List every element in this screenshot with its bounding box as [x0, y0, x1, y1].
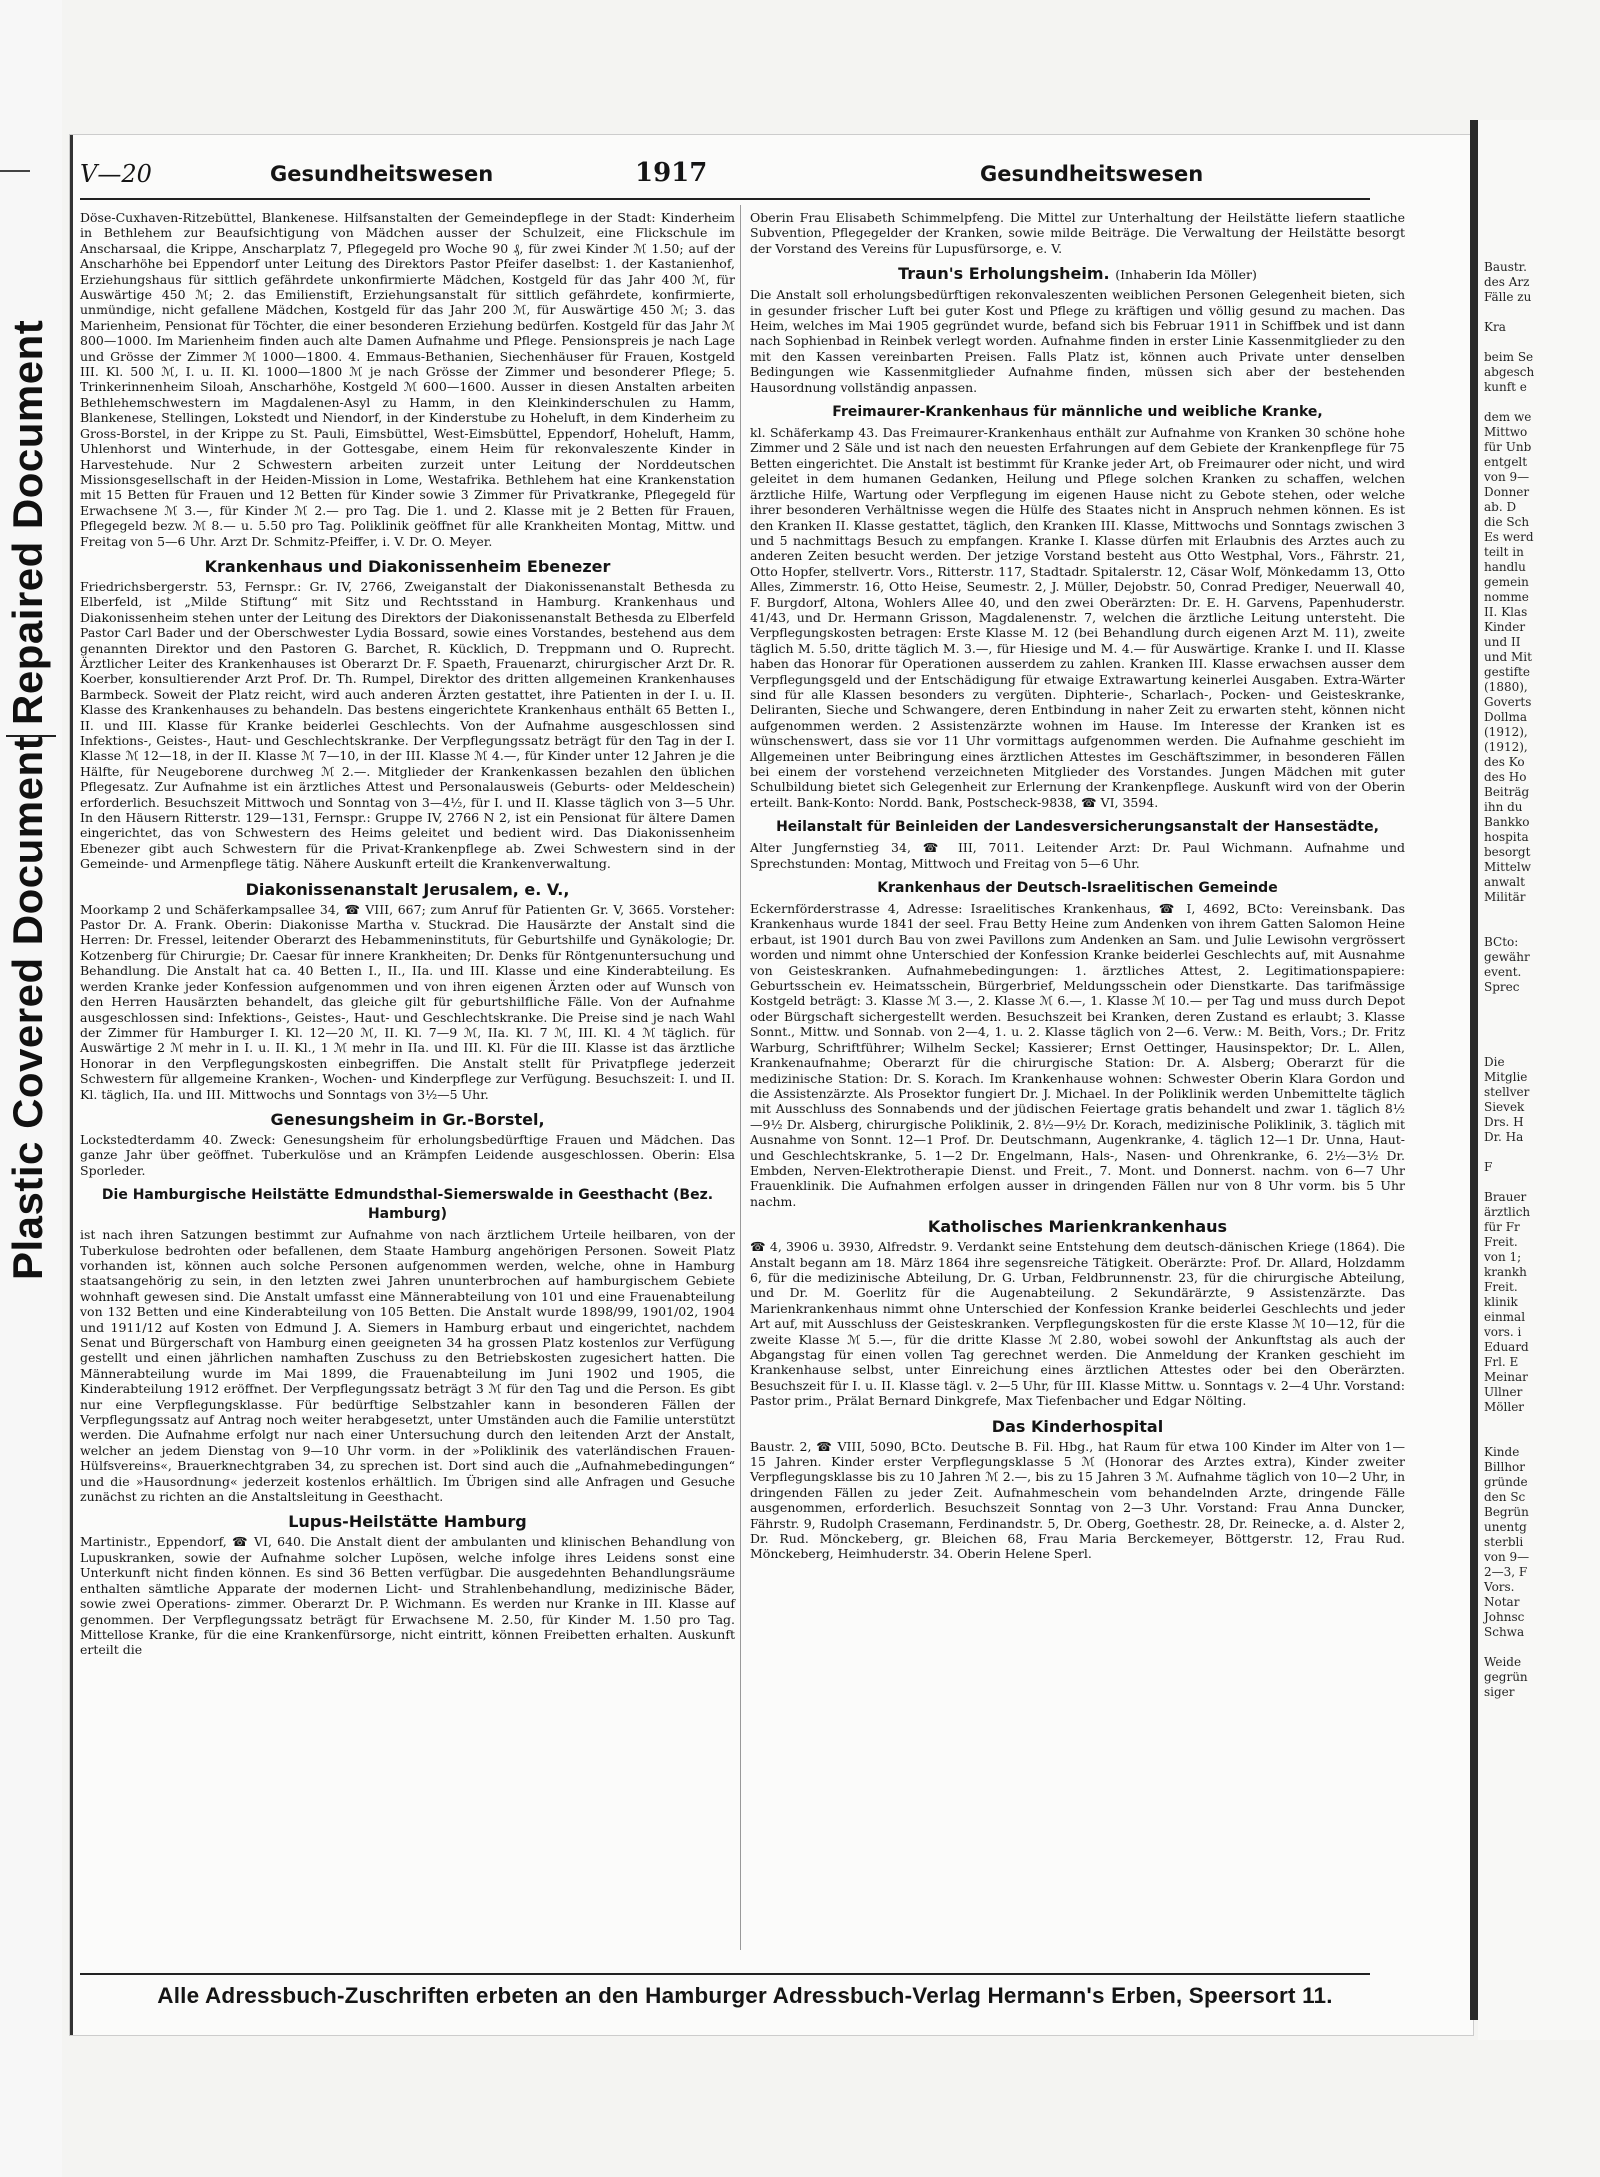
page-binding-shadow — [1470, 120, 1478, 2020]
entry-title — [750, 403, 1405, 422]
repaired-document-label: Repaired Document — [4, 319, 51, 725]
next-page-line: Beiträg — [1484, 785, 1530, 799]
next-page-line: anwalt — [1484, 875, 1525, 889]
entry-paragraph: Döse-Cuxhaven-Ritzebüttel, Blankenese. Hilfsanstalten der Gemeindepflege in der Stadt: Kinderheim in Bethlehem zur Beaufsichtigung von Mädchen ausser der Schulzeit, eine Flickschule im Anscharsaal, die Krippe, Anscharplatz 7, Pflegegeld pro Woche 90 ₰, für zwei Kinder ℳ 1.50; auf der Anscharhöhe bei Eppendorf unter Leitung des Direktors Pastor Pfeifer daselbst: 1. der Kastanienhof, Erziehungshaus für sittlich gefährdete unkonfirmierte Mädchen, Kostgeld für das Jahr 400 ℳ, für Auswärtige 450 ℳ; 2. das Emilienstift, Erziehungsanstalt für sittlich gefährdete, konfirmierte, unmündige, nicht gefallene Mädchen, Kostgeld für das Jahr 200 ℳ, für Auswärtige 450 ℳ; 3. das Marienheim, Pensionat für Töchter, die einer besonderen Erziehung bedürfen. Kostgeld für das Jahr ℳ 800—1000. Im Marienheim finden auch alte Damen Aufnahme und Pflege. Pensionspreis je nach Lage und Grösse der Zimmer ℳ 1000—1800. 4. Emmaus-Bethanien, Siechenhäuser für Frauen, Kostgeld III. Kl. 500 ℳ, I. u. II. Kl. 1000—1800 ℳ je nach Grösse der Zimmer und besonderer Pflege; 5. Trinkerinnenheim Siloah, Anscharhöhe, Kostgeld ℳ 600—1600. Ausser in diesen Anstalten arbeiten Bethlehemschwestern im Magdalenen-Asyl zu Hamm, in den Kleinkinderschulen zu Hamm, Blankenese, Stellingen, Lokstedt und Niendorf, in der Kinderstube zu Hoheluft, in dem Kinderheim zu Gross-Borstel, in der Krippe zu St. Pauli, Eimsbüttel, West-Eimsbüttel, Eppendorf, Hoheluft, Hamm, Uhlenhorst und Winterhude, in der Gottesgabe, einem Heim für rekonvaleszente Kinder in Harvestehude. Nur 2 Schwestern arbeiten zurzeit unter Leitung der Norddeutschen Missionsgesellschaft in der Heiden-Mission in Lome, Westafrika. Bethlehem hat eine Krankenstation mit 15 Betten für Frauen und 12 Betten für Kinder sowie 3 Zimmer für Privatkranke, Pflegegeld für Erwachsene ℳ 3.—, für Kinder ℳ 2.— pro Tag. Die 1. und 2. Klasse mit je 2 Betten für Frauen, Pflegegeld bezw. ℳ 8.— u. 5.50 pro Tag. Poliklinik geöffnet für alle Krankheiten Montag, Mittw. und Freitag von 5—6 Uhr. Arzt Dr. Schmitz-Pfeiffer, i. V. Dr. O. Meyer. — [80, 210, 735, 549]
next-page-line — [1484, 1415, 1600, 1430]
next-page-line: Freit. — [1484, 1280, 1518, 1294]
next-page-line: gewähr — [1484, 950, 1530, 964]
entry-title — [80, 1512, 735, 1531]
header-rule — [80, 198, 1370, 200]
next-page-line — [1484, 1640, 1600, 1655]
next-page-line: von 9— — [1484, 470, 1530, 484]
next-page-line: teilt in — [1484, 545, 1524, 559]
next-page-line — [1484, 1025, 1600, 1040]
footer-rule — [80, 1973, 1370, 1975]
next-page-line: Ullner — [1484, 1385, 1523, 1399]
next-page-line: BCto: — [1484, 935, 1519, 949]
next-page-line: des Arz — [1484, 275, 1530, 289]
entry-title-text: Genesungsheim in Gr.-Borstel, — [270, 1109, 545, 1129]
entry-paragraph: Lockstedterdamm 40. Zweck: Genesungsheim für erholungsbedürftige Frauen und Mädchen. Das ganze Jahr über geöffnet. Tuberkulöse und an Krämpfen Leidende ausgeschlossen. Oberin: Elsa Sporleder. — [80, 1131, 735, 1178]
entry — [750, 403, 1405, 810]
entry-title-text: Freimaurer-Krankenhaus für männliche und weibliche Kranke, — [832, 404, 1323, 421]
next-page-line: gemein — [1484, 575, 1529, 589]
footer-notice: Alle Adressbuch-Zuschriften erbeten an den Hamburger Adressbuch-Verlag Hermann's Erben, Speersort 11. — [157, 1983, 1333, 2008]
next-page-line — [1484, 335, 1600, 350]
column-separator — [740, 205, 741, 1950]
entry-paragraph: ist nach ihren Satzungen bestimmt zur Aufnahme von nach ärztlichem Urteile heilbaren, von der Tuberkulose bedrohten oder befallenen, dem Staate Hamburg angehörigen Personen. Soweit Platz vorhanden ist, können auch solche Personen aufgenommen werden, welche, ohne in Hamburg staatsangehörig zu sein, in den letzten zwei Jahren ununterbrochen auf hamburgischem Gebiete wohnhaft gewesen sind. Die Anstalt umfasst eine Männerabteilung von 101 und eine Frauenabteilung von 132 Betten und eine Kinderabteilung von 105 Betten. Die Anstalt wurde 1898/99, 1901/02, 1904 und 1911/12 auf Kosten von Edmund J. A. Siemers in Hamburg erbaut und eingerichtet, nachdem Senat und Bürgerschaft von Hamburg einen geeigneten 34 ha grossen Platz kostenlos zur Verfügung gestellt und einen jährlichen namhaften Zuschuss zu den Betriebskosten zugesichert hatten. Die Männerabteilung wurde im Mai 1899, die Frauenabteilung im Juni 1902 und 1905, die Kinderabteilung 1912 eröffnet. Der Verpflegungssatz beträgt 3 ℳ für den Tag und die Person. Es gibt nur eine Verpflegungsklasse. Für bedürftige Selbstzahler kann in besonderen Fällen der Verpflegungssatz auf Antrag noch weiter herabgesetzt, unter Umständen auch die Familie unterstützt werden. Die Aufnahme erfolgt nur nach einer Untersuchung durch den leitenden Arzt der Anstalt, welcher an jedem Dienstag von 9—10 Uhr vorm. in der »Poliklinik des vaterländischen Frauen-Hülfsvereins«, Brauerknechtgraben 34, zu sprechen ist. Dort sind auch die „Aufnahmebedingungen“ und die »Hausordnung« jederzeit kostenlos erhältlich. Im Übrigen sind alle Anfragen und Gesuche zunächst zu richten an die Anstaltsleitung in Geesthacht. — [80, 1227, 735, 1505]
entry-title — [80, 557, 735, 576]
next-page-line: handlu — [1484, 560, 1526, 574]
entry-title-text: Katholisches Marienkrankenhaus — [927, 1217, 1228, 1237]
next-page-line: Eduard — [1484, 1340, 1529, 1354]
next-page-line: des Ho — [1484, 770, 1527, 784]
next-page-line: gründe — [1484, 1475, 1528, 1489]
entry-paragraph: Eckernförderstrasse 4, Adresse: Israelitisches Krankenhaus, ☎ I, 4692, BCto: Vereinsbank. Das Krankenhaus wurde 1841 der seel. Frau Betty Heine zum Andenken von ihrem Gatten Salomon Heine erbaut, ist 1901 durch Bau von zwei Pavillons zum Andenken an Sam. und Julie Lewisohn vergrössert worden und nimmt ohne Unterschied der Konfession Kranke beiderlei Geschlechts auf, mit Ausnahme von Geisteskranken. Aufnahmebedingungen: 1. ärztliches Attest, 2. Legitimationspapiere: Geburtsschein ev. Heimatsschein, Bürgerbrief, Meldungsschein oder Dienstkarte. Das tarifmässige Kostgeld beträgt: 3. Klasse ℳ 3.—, 2. Klasse ℳ 6.—, 1. Klasse ℳ 10.— per Tag und muss durch Depot oder Bürgschaft sichergestellt werden. Besuchszeit bei Kranken, deren Zustand es erlaubt; 3. Klasse Sonnt., Mittw. und Sonnab. von 2—4, 1. u. 2. Klasse täglich von 2—6. Verw.: M. Beith, Vors.; Dr. Fritz Warburg, Schriftführer; Wilhelm Seckel; Kassierer; Ernst Oettinger, Hausinspektor; Dr. L. Allen, Krankenaufnahme; Oberarzt für die chirurgische Station: Dr. A. Alsberg; Oberarzt für die medizinische Station: Dr. S. Korach. Im Krankenhause wohnen: Schwester Oberin Klara Gordon und die Assistenzärzte. Als Prosektor fungiert Dr. J. Michael. In der Poliklinik werden Unbemittelte täglich mit Ausschluss des Sonnabends und der jüdischen Feiertage gratis behandelt und zwar 1. täglich 8½—9½ Dr. Alsberg, chirurgische Poliklinik, 2. 8½—9½ Dr. Korach, medizinische Poliklinik, 3. täglich mit Ausnahme von Sonnt. 12—1 Prof. Dr. Deutschmann, Augenkranke, 4. täglich 12—1 Dr. Unna, Haut- und Geschlechtskranke, 5. 1—2 Dr. Engelmann, Hals-, Nasen- und Ohrenkranke, 6. 2½—3½ Dr. Embden, Nerven-Elektrotherapie Dienst. und Freit., 7. Mont. und Donnerst. nachm. von 6—7 Uhr Frauenklinik. Die Aufnahmen erfolgen ausser in dringenden Fällen nur von 8 Uhr vorm. bis 5 Uhr nachm. — [750, 901, 1405, 1209]
next-page-line: Baustr. — [1484, 260, 1527, 274]
next-page-line: Mittwo — [1484, 425, 1528, 439]
next-page-line: die Sch — [1484, 515, 1530, 529]
entry-paragraph: Baustr. 2, ☎ VIII, 5090, BCto. Deutsche B. Fil. Hbg., hat Raum für etwa 100 Kinder im Alter von 1— 15 Jahren. Kinder erster Verpflegungsklasse 5 ℳ (Honorar des Arztes extra), Kinder zweiter Verpflegungsklasse bis zu 10 Jahren ℳ 2.—, bis zu 15 Jahren 3 ℳ. Aufnahme täglich von 10—2 Uhr, in dringenden Fällen zu jeder Zeit. Aufnahmeschein vom behandelnden Arzte, dringende Fälle ausgenommen, erforderlich. Besuchszeit Sonntag von 2—3 Uhr. Vorstand: Frau Anna Duncker, Fährstr. 9, Rudolph Crasemann, Ferdinandstr. 5, Dr. Oberg, Goethestr. 28, Dr. Reinecke, a. d. Alster 2, Dr. Rud. Mönckeberg, gr. Bleichen 68, Frau Maria Berckemeyer, Böttgerstr. 12, Frau Rud. Mönckeberg, Heimhuderstr. 34. Oberin Helene Sperl. — [750, 1438, 1405, 1562]
next-page-line: Sprec — [1484, 980, 1520, 994]
next-page-line: von 1; — [1484, 1250, 1522, 1264]
entry-title — [750, 1417, 1405, 1436]
entry-paragraph: Martinistr., Eppendorf, ☎ VI, 640. Die Anstalt dient der ambulanten und klinischen Behandlung von Lupuskranken, sowie der Aufnahme solcher Lupösen, welche infolge ihres Leidens sonst eine Unterkunft nicht finden können. Es sind 36 Betten verfügbar. Die ausgedehnten Behandlungsräume enthalten sämtliche Apparate der modernen Licht- und Strahlenbehandlung, medizinische Bäder, sowie zwei Operations- zimmer. Oberarzt Dr. P. Wichmann. Es werden nur Kranke in III. Klasse auf genommen. Der Verpflegungssatz beträgt für Erwachsene M. 2.50, für Kinder M. 1.50 pro Tag. Mittellose Kranke, für die eine Krankenfürsorge, nicht eintritt, können Freibetten erhalten. Auskunft erteilt die — [80, 1534, 735, 1658]
next-page-line: Dr. Ha — [1484, 1130, 1524, 1144]
next-page-line: Kra — [1484, 320, 1506, 334]
next-page-line: den Sc — [1484, 1490, 1526, 1504]
entry-subtitle: (Inhaberin Ida Möller) — [1115, 267, 1257, 283]
next-page-line: Mitglie — [1484, 1070, 1528, 1084]
next-page-line: F — [1484, 1160, 1493, 1174]
entry-title-text: Lupus-Heilstätte Hamburg — [288, 1512, 527, 1532]
next-page-line: 2—3, F — [1484, 1565, 1528, 1579]
entry-title-text: Krankenhaus und Diakonissenheim Ebenezer — [204, 556, 611, 576]
entry-title-text: Traun's Erholungsheim. — [898, 264, 1110, 284]
entry-title — [750, 879, 1405, 898]
next-page-line: ihn du — [1484, 800, 1523, 814]
entry-paragraph: Friedrichsbergerstr. 53, Fernspr.: Gr. IV, 2766, Zweiganstalt der Diakonissenanstalt Bethesda zu Elberfeld, ist „Milde Stiftung“ mit Sitz und Rechtsstand in Hamburg. Krankenhaus und Diakonissenheim stehen unter der Leitung des Direktors der Diakonissenanstalt Bethesda zu Elberfeld Pastor Carl Bader und der Oberschwester Lydia Bossard, sowie eines Vorstandes, bestehend aus dem genannten Direktor und den Pastoren G. Barchet, R. Kücklich, D. Treppmann und O. Ruprecht. Ärztlicher Leiter des Krankenhauses ist Oberarzt Dr. F. Spaeth, Frauenarzt, chirurgischer Arzt Dr. R. Koerber, konsultierender Arzt Prof. Dr. Th. Rumpel, Direktor des dritten allgemeinen Krankenhauses Barmbeck. Soweit der Platz reicht, wird auch anderen Ärzten gestattet, ihre Patienten in der I. u. II. Klasse des Krankenhauses zu behandeln. Das bestens eingerichtete Krankenhaus enthält 65 Betten I., II. und III. Klasse für Kranke beiderlei Geschlechts. Von der Aufnahme ausgeschlossen sind Infektions-, Geistes-, Haut- und Geschlechtskranke. Der Verpflegungssatz beträgt für den Tag in der I. Klasse ℳ 12—18, in der II. Klasse ℳ 7—10, in der III. Klasse ℳ 4.—, für Kinder unter 12 Jahren je die Hälfte, für Neugeborene durchweg ℳ 2.—. Mitglieder der Krankenkassen bezahlen den üblichen Pflegesatz. Zur Aufnahme ist ein ärztliches Attest und Personalausweis (Geburts- oder Meldeschein) erforderlich. Besuchszeit Mittwoch und Sonntag von 3—4½, für I. und II. Klasse täglich von 3—5 Uhr. In den Häusern Ritterstr. 129—131, Fernspr.: Gruppe IV, 2766 N 2, ist ein Pensionat für ältere Damen eingerichtet, das von Schwestern des Heims geleitet und bedient wird. Das Diakonissenheim Ebenezer gibt auch Schwestern für die Privat-Krankenpflege ab. Zwei Schwestern sind in der Gemeinde- und Armenpflege tätig. Nähere Auskunft erteilt die Krankenverwaltung. — [80, 578, 735, 872]
next-page-line: Kinder — [1484, 620, 1526, 634]
next-page-line: krankh — [1484, 1265, 1527, 1279]
next-page-line: und II — [1484, 635, 1521, 649]
entry-title — [80, 880, 735, 899]
entry-paragraph: kl. Schäferkamp 43. Das Freimaurer-Krankenhaus enthält zur Aufnahme von Kranken 30 schöne hohe Zimmer und 2 Säle und ist nach den neuesten Erfahrungen auf dem Gebiete der Krankenpflege für 75 Betten eingerichtet. Die Anstalt ist bestimmt für Kranke jeder Art, ob Freimaurer oder nicht, und wird geleitet in dem humanen Gedanken, Heilung und Pflege solchen Kranken zu schaffen, welchen ärztliche Hilfe, Wartung oder Verpflegung im eigenen Hause nicht zu Gebote stehen, oder welche ihrer besonderen Verhältnisse wegen die Hülfe des Staates nicht in Anspruch nehmen können. Es ist den Kranken II. Klasse gestattet, täglich, den Kranken III. Klasse, Mittwochs und Sonntags zwischen 3 und 5 nachmittags Besuch zu empfangen. Kranke I. Klasse dürfen mit Erlaubnis des Arztes auch zu anderen Zeiten besucht werden. Der jetzige Vorstand besteht aus Otto Westphal, Vors., Fährstr. 21, Otto Hopfer, stellvertr. Vors., Ritterstr. 117, Stadtadr. Spitalerstr. 12, Cäsar Wolf, Mönkedamm 13, Otto Alles, Zimmerstr. 16, Otto Heise, Seumestr. 2, J. Müller, Dejobstr. 50, Conrad Prediger, Neuerwall 40, F. Burgdorf, Altona, Wohlers Allee 40, und den zwei Oberärzten: Dr. E. H. Garvens, Papenhuderstr. 41/43, und Dr. Hermann Grisson, Magdalenenstr. 7, welchen die ärztliche Leitung untersteht. Die Verpflegungskosten betragen: Erste Klasse M. 12 (bei Behandlung durch eigenen Arzt M. 11), zweite täglich M. 5.50, dritte täglich M. 3.—, für Hiesige und M. 4.— für Auswärtige. Kranke I. und II. Klasse haben das Honorar für Operationen ausserdem zu zahlen. Kranken III. Klasse erwachsen ausser dem Verpflegungsgeld und der Entschädigung für etwaige Extrawartung keinerlei Ausgaben. Extra-Wärter sind für alle Klassen besonders zu vergüten. Diphterie-, Scharlach-, Pocken- und Geisteskranke, Deliranten, Sieche und Schwangere, deren Entbindung in naher Zeit zu erwarten steht, können nicht aufgenommen werden. 2 Assistenzärzte wohnen im Hause. Im Interesse der Kranken ist es wünschenswert, dass sie vor 11 Uhr vormittags aufgenommen werden. Die Aufnahme geschieht im Allgemeinen unter Beibringung eines ärztlichen Attestes im Geschäftszimmer, in besonderen Fällen bei einem der vorstehend verzeichneten Mitglieder des Vorstandes. Jungen Mädchen mit guter Schulbildung bietet sich Gelegenheit zur Erlernung der Krankenpflege. Auskunft wird von der Oberin erteilt. Bank-Konto: Nordd. Bank, Postscheck-9838, ☎ VI, 3594. — [750, 425, 1405, 810]
next-page-line: Donner — [1484, 485, 1530, 499]
next-page-line: Dollma — [1484, 710, 1528, 724]
next-page-line: Militär — [1484, 890, 1526, 904]
next-page-line: Die — [1484, 1055, 1505, 1069]
entry — [80, 557, 735, 872]
next-page-line — [1484, 1040, 1600, 1055]
next-page-line: Freit. — [1484, 1235, 1518, 1249]
next-page-line: des Ko — [1484, 755, 1525, 769]
next-page-line: ab. D — [1484, 500, 1517, 514]
next-page-line: für Fr — [1484, 1220, 1520, 1234]
entry-title-text: Krankenhaus der Deutsch-Israelitischen Gemeinde — [877, 880, 1278, 897]
entry-paragraph: Moorkamp 2 und Schäferkampsallee 34, ☎ VIII, 667; zum Anruf für Patienten Gr. V, 3665. Vorsteher: Pastor Dr. A. Frank. Oberin: Diakonisse Martha v. Stuckrad. Die Hausärzte der Anstalt sind die Herren: Dr. Fressel, leitender Oberarzt des Hebammeninstituts, für Geburtshilfe und Gynäkologie; Dr. Kotzenberg für Chirurgie; Dr. Caesar für innere Krankheiten; Dr. Denks für Röntgenuntersuchung und Behandlung. Die Anstalt hat ca. 40 Betten I., II., IIa. und III. Klasse und eine Kinderabteilung. Es werden Kranke jeder Konfession aufgenommen und von ihren eigenen Ärzten oder auf Wunsch von den Herren Hausärzten behandelt, das gleiche gilt für geburtshilfliche Fälle. Von der Aufnahme ausgeschlossen sind: Infektions-, Geistes-, Haut- und Geschlechtskranke. Die Preise sind je nach Wahl der Zimmer für Hamburger I. Kl. 12—20 ℳ, II. Kl. 7—9 ℳ, IIa. Kl. 7 ℳ, III. Kl. 4 ℳ täglich. für Auswärtige 2 ℳ mehr in I. u. II. Kl., 1 ℳ mehr in IIa. und III. Kl. Für die III. Klasse ist das ärztliche Honorar in den Verpflegungskosten einbegriffen. Die Anstalt stellt für Privatpflege jederzeit Schwestern für allgemeine Kranken-, Wochen- und Kinderpflege zur Verfügung. Besuchszeit: I. und II. Kl. täglich, IIa. und III. Mittwochs und Sonntags von 3½—5 Uhr. — [80, 901, 735, 1102]
edge-tick — [0, 170, 30, 172]
entry-paragraph: Oberin Frau Elisabeth Schimmelpfeng. Die Mittel zur Unterhaltung der Heilstätte liefern staatliche Subvention, Pflegegelder der Kranken, sowie milde Beiträge. Die Verwaltung der Heilstätte besorgt der Vorstand des Vereins für Lupusfürsorge, e. V. — [750, 210, 1405, 256]
entry-title — [750, 1217, 1405, 1236]
next-page-line — [1484, 995, 1600, 1010]
next-page-line — [1484, 1145, 1600, 1160]
next-page-line: beim Se — [1484, 350, 1534, 364]
next-page-line: ärztlich — [1484, 1205, 1531, 1219]
entry — [750, 1417, 1405, 1562]
entry-title — [80, 1110, 735, 1129]
next-page-fragment — [1478, 120, 1600, 2040]
next-page-line: unentg — [1484, 1520, 1527, 1534]
entry — [80, 880, 735, 1102]
next-page-line: und Mit — [1484, 650, 1532, 664]
entry — [750, 264, 1405, 395]
entry — [80, 1186, 735, 1504]
next-page-line — [1484, 920, 1600, 935]
entry-title-text: Heilanstalt für Beinleiden der Landesversicherungsanstalt der Hansestädte, — [776, 819, 1379, 836]
entry-title-text: Die Hamburgische Heilstätte Edmundsthal-Siemerswalde in Geesthacht (Bez. Hamburg) — [101, 1187, 714, 1223]
entry — [80, 1110, 735, 1178]
entry — [750, 210, 1405, 256]
next-page-line: Goverts — [1484, 695, 1532, 709]
running-head-right: Gesundheitswesen — [980, 162, 1204, 186]
next-page-line: Möller — [1484, 1400, 1525, 1414]
next-page-line: entgelt — [1484, 455, 1528, 469]
next-page-line: gegrün — [1484, 1670, 1528, 1684]
next-page-line: Bankko — [1484, 815, 1530, 829]
entry-paragraph: Die Anstalt soll erholungsbedürftigen rekonvaleszenten weiblichen Personen Gelegenheit bieten, sich in gesunder frischer Luft bei guter Kost und Pflege zu kräftigen und völlig gesund zu machen. Das Heim, welches im Mai 1905 gegründet wurde, befand sich bis Februar 1911 in Schiffbek und ist dann nach Sophienbad in Reinbek verlegt worden. Aufnahme finden in erster Linie Kassenmitglieder zu den mit den Kassen vereinbarten Preisen. Falls Platz ist, können auch Private unter denselben Bedingungen wie Kassenmitglieder Aufnahme finden, müssen sich aber der bestehenden Hausordnung vollständig anpassen. — [750, 287, 1405, 395]
next-page-lines — [1484, 260, 1600, 1700]
next-page-line: Es werd — [1484, 530, 1534, 544]
next-page-line: für Unb — [1484, 440, 1532, 454]
next-page-line — [1484, 395, 1600, 410]
next-page-line: Weide — [1484, 1655, 1522, 1669]
next-page-line: einmal — [1484, 1310, 1526, 1324]
next-page-line: Johnsc — [1484, 1610, 1525, 1624]
entry-title — [80, 1186, 735, 1224]
next-page-line: Kinde — [1484, 1445, 1520, 1459]
next-page-line — [1484, 905, 1600, 920]
tag-divider — [6, 735, 56, 737]
next-page-line: stellver — [1484, 1085, 1530, 1099]
next-page-line: hospita — [1484, 830, 1529, 844]
next-page-line: kunft e — [1484, 380, 1527, 394]
entry-title-text: Diakonissenanstalt Jerusalem, e. V., — [245, 879, 570, 899]
entry-title — [750, 264, 1405, 284]
year: 1917 — [635, 158, 708, 188]
next-page-line: dem we — [1484, 410, 1532, 424]
left-column — [80, 210, 735, 1662]
next-page-line: besorgt — [1484, 845, 1531, 859]
next-page-line: Begrün — [1484, 1505, 1529, 1519]
next-page-line: Brauer — [1484, 1190, 1527, 1204]
entry-paragraph: ☎ 4, 3906 u. 3930, Alfredstr. 9. Verdankt seine Entstehung dem deutsch-dänischen Kriege (1864). Die Anstalt begann am 18. März 1864 ihre segensreiche Tätigkeit. Oberärzte: Prof. Dr. Allard, Holzdamm 6, für die medizinische Abteilung, Dr. G. Urban, Feldbrunnenstr. 23, für die chirurgische Abteilung, und Dr. M. Goerlitz für die Augenabteilung. 2 Sekundärärzte, 9 Assistenzärzte. Das Marienkrankenhaus nimmt ohne Unterschied der Konfession Kranke beiderlei Geschlechts und jeder Art auf, mit Ausschluss der Geisteskranken. Verpflegungskosten für die erste Klasse ℳ 10—12, für die zweite Klasse ℳ 5.—, für die dritte Klasse ℳ 2.80, wobei sowohl der Ankunftstag als auch der Abgangstag für einen vollen Tag gerechnet werden. Die Anmeldung der Kranken geschieht im Krankenhause selbst, unter Einreichung eines ärztlichen Attestes oder bei den Oberärzten. Besuchszeit für I. u. II. Klasse tägl. v. 2—5 Uhr, für III. Klasse Mittw. u. Sonntags v. 2—4 Uhr. Vorstand: Pastor prim., Prälat Bernard Dinkgrefe, Max Tiefenbacher und Edgar Nölting. — [750, 1239, 1405, 1409]
next-page-line: Vors. — [1484, 1580, 1515, 1594]
next-page-line: sterbli — [1484, 1535, 1524, 1549]
next-page-line: von 9— — [1484, 1550, 1530, 1564]
entry-paragraph: Alter Jungfernstieg 34, ☎ III, 7011. Leitender Arzt: Dr. Paul Wichmann. Aufnahme und Sprechstunden: Montag, Mittwoch und Freitag von 5—6 Uhr. — [750, 840, 1405, 871]
entry — [750, 879, 1405, 1209]
next-page-line — [1484, 1430, 1600, 1445]
next-page-line: II. Klas — [1484, 605, 1528, 619]
plastic-covered-label: Plastic Covered Document — [4, 735, 51, 1280]
next-page-line: Sievek — [1484, 1100, 1525, 1114]
next-page-line — [1484, 305, 1600, 320]
next-page-line: Notar — [1484, 1595, 1520, 1609]
next-page-line: siger — [1484, 1685, 1515, 1699]
next-page-line: Fälle zu — [1484, 290, 1532, 304]
next-page-line: Billhor — [1484, 1460, 1526, 1474]
page-header — [80, 160, 1380, 194]
page-number: V—20 — [80, 160, 152, 188]
next-page-line — [1484, 1010, 1600, 1025]
next-page-line: klinik — [1484, 1295, 1518, 1309]
entry-title — [750, 818, 1405, 837]
entry — [80, 1512, 735, 1657]
next-page-line — [1484, 1175, 1600, 1190]
next-page-line: (1880), — [1484, 680, 1528, 694]
running-head-left: Gesundheitswesen — [270, 162, 494, 186]
next-page-line: event. — [1484, 965, 1522, 979]
right-column — [750, 210, 1405, 1566]
next-page-line: Frl. E — [1484, 1355, 1519, 1369]
entry — [750, 818, 1405, 871]
next-page-line: vors. i — [1484, 1325, 1522, 1339]
entry — [750, 1217, 1405, 1408]
next-page-line: Mittelw — [1484, 860, 1531, 874]
next-page-line: Schwa — [1484, 1625, 1525, 1639]
next-page-line: (1912), — [1484, 740, 1528, 754]
entry-title-text: Das Kinderhospital — [991, 1416, 1164, 1436]
next-page-line: nomme — [1484, 590, 1529, 604]
next-page-line: abgesch — [1484, 365, 1535, 379]
entry — [80, 210, 735, 549]
next-page-line: gestifte — [1484, 665, 1530, 679]
archive-margin-tag — [0, 0, 62, 2177]
next-page-line: (1912), — [1484, 725, 1528, 739]
next-page-line: Drs. H — [1484, 1115, 1524, 1129]
next-page-line: Meinar — [1484, 1370, 1528, 1384]
